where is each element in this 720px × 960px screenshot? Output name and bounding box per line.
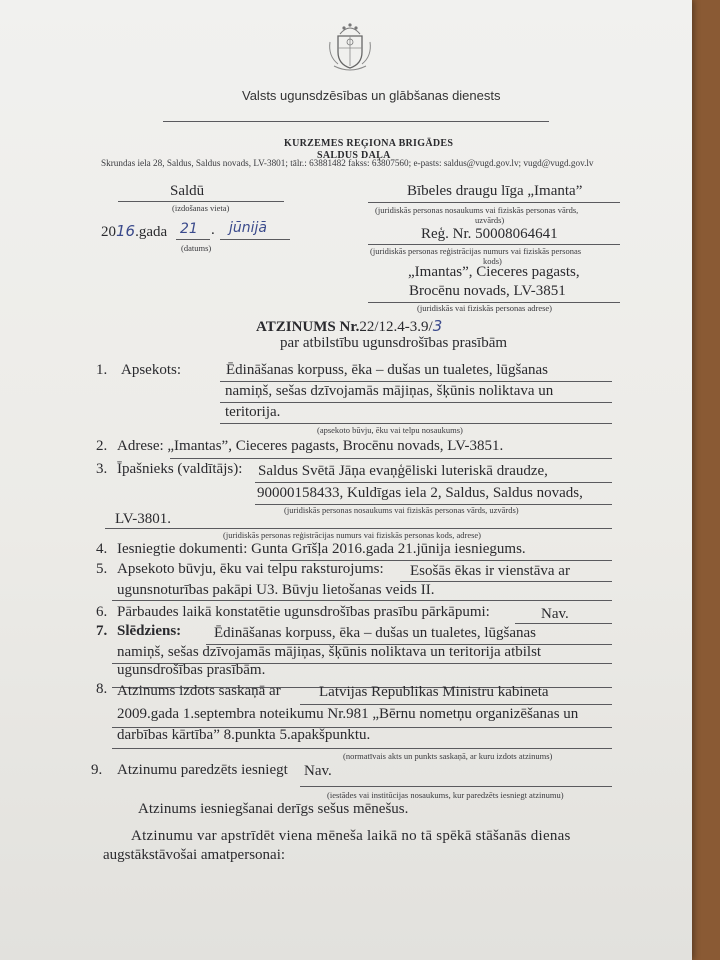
item-3-line-1: Saldus Svētā Jāņa evaņģēliski luteriskā draudze, [258, 463, 548, 479]
appeal-text-1: Atzinumu var apstrīdēt viena mēneša laikā no tā spēkā stāšanās dienas [131, 828, 571, 844]
item-3-caption-1: (juridiskās personas nosaukums vai fiziskās personas vārds, uzvārds) [284, 505, 519, 515]
item-5-number: 5. [96, 561, 108, 577]
item-8-label: Atzinums izdots saskaņā ar [117, 683, 281, 699]
issue-date [101, 222, 167, 241]
issue-place: Saldū [170, 183, 205, 199]
recipient-reg-line [368, 244, 620, 245]
item-3-line-3: LV-3801. [115, 511, 171, 527]
item-7-line-3: ugunsdrošības prasībām. [117, 662, 266, 678]
item-1-rule-3 [220, 423, 612, 424]
coat-of-arms-icon [326, 20, 374, 72]
item-1-rule-2 [220, 402, 612, 403]
month-line [220, 239, 290, 240]
item-1-line-3: teritorija. [225, 404, 281, 420]
item-8-rule-3 [112, 748, 612, 749]
item-4-text: Iesniegtie dokumenti: Gunta Grīšļa 2016.gada 21.jūnija iesniegums. [117, 541, 526, 557]
item-7-line-1: Ēdināšanas korpuss, ēka – dušas un tualetes, lūgšanas [214, 625, 537, 641]
item-6-text: Pārbaudes laikā konstatētie ugunsdrošības prasību pārkāpumi: [117, 604, 490, 620]
recipient-reg: Reģ. Nr. 50008064641 [421, 226, 558, 242]
agency-address: Skrundas iela 28, Saldus, Saldus novads, LV-3801; tālr.: 63881482 fakss: 63807560; e-pasts: saldus@vugd.gov.lv; vugd@vugd.gov.lv [101, 158, 594, 168]
item-1-label: Apsekots: [121, 362, 181, 378]
item-3-rule-3 [105, 528, 612, 529]
recipient-name-caption-2: uzvārds) [475, 215, 505, 225]
item-2-number: 2. [96, 438, 108, 454]
title-number: 22/12.4-3.9/ [359, 319, 433, 335]
item-5-line-2: ugunsnoturības pakāpi U3. Būvju lietošanas veids II. [117, 582, 435, 598]
item-6-rule [515, 623, 612, 624]
item-6-number: 6. [96, 604, 108, 620]
recipient-reg-caption-2: kods) [483, 256, 502, 266]
gada-text: .gada [135, 224, 168, 240]
title-number-handwritten: 3 [432, 317, 443, 335]
recipient-name-caption-1: (juridiskās personas nosaukums vai fiziskās personas vārds, [375, 205, 579, 215]
item-1-line-2: namiņš, sešas dzīvojamās mājiņas, šķūnis noliktava un [225, 383, 554, 399]
item-3-line-2: 90000158433, Kuldīgas iela 2, Saldus, Saldus novads, [257, 485, 583, 501]
item-8-rule-1 [300, 704, 612, 705]
item-1-number: 1. [96, 362, 108, 378]
document-subtitle: par atbilstību ugunsdrošības prasībām [280, 335, 508, 351]
brigade-name: KURZEMES REĢIONA BRIGĀDES [284, 138, 454, 149]
item-8-line-1: Latvijas Republikas Ministru kabineta [319, 684, 549, 700]
item-3-number: 3. [96, 461, 108, 477]
recipient-name: Bībeles draugu līga „Imanta” [407, 183, 583, 199]
day-handwritten: 21 [180, 221, 198, 237]
item-1-caption: (apsekoto būvju, ēku vai telpu nosaukums) [317, 425, 463, 435]
appeal-text-2: augstākstāvošai amatpersonai: [103, 847, 286, 863]
item-9-value: Nav. [304, 763, 332, 779]
agency-name: Valsts ugunsdzēsības un glābšanas dienests [242, 88, 501, 103]
item-1-line-1: Ēdināšanas korpuss, ēka – dušas un tualetes, lūgšanas [226, 362, 549, 378]
item-8-line-3: darbības kārtība” 8.punkta 5.apakšpunktu. [117, 727, 371, 743]
month-handwritten: jūnijā [229, 220, 267, 236]
item-2-text: Adrese: „Imantas”, Cieceres pagasts, Brocēnu novads, LV-3851. [117, 438, 504, 454]
issue-place-caption: (izdošanas vieta) [172, 203, 230, 213]
item-5-label: Apsekoto būvju, ēku vai telpu raksturojums: [117, 561, 384, 577]
date-dot: . [211, 222, 215, 238]
item-8-line-2: 2009.gada 1.septembra noteikumu Nr.981 „Bērnu nometņu organizēšanas un [117, 706, 579, 722]
recipient-address-caption: (juridiskās vai fiziskās personas adrese) [417, 303, 553, 313]
item-4-number: 4. [96, 541, 108, 557]
item-8-number: 8. [96, 681, 108, 697]
recipient-reg-caption-1: (juridiskās personas reģistrācijas numurs vai fiziskās personas [370, 246, 582, 256]
item-8-caption: (normatīvais akts un punkts saskaņā, ar kuru izdots atzinums) [343, 751, 553, 761]
year-prefix: 20 [101, 224, 116, 240]
item-7-line-2: namiņš, sešas dzīvojamās mājiņas, šķūnis noliktava un teritorija atbilst [117, 644, 542, 660]
item-2-rule [170, 458, 612, 459]
item-3-rule-1 [255, 482, 612, 483]
item-5-rule-2 [112, 600, 612, 601]
issue-place-line [118, 201, 284, 202]
day-line [176, 239, 210, 240]
item-9-number: 9. [91, 762, 103, 778]
year-handwritten: 16 [116, 222, 136, 240]
item-3-label: Īpašnieks (valdītājs): [117, 461, 243, 477]
title-prefix: ATZINUMS Nr. [256, 319, 360, 335]
item-9-rule [300, 786, 612, 787]
item-9-caption: (iestādes vai institūcijas nosaukums, kur paredzēts iesniegt atzinumu) [327, 790, 564, 800]
item-7-number: 7. [96, 623, 108, 639]
validity-text: Atzinums iesniegšanai derīgs sešus mēnešus. [138, 801, 409, 817]
item-6-value: Nav. [541, 606, 569, 622]
item-7-label: Slēdziens: [117, 623, 182, 639]
recipient-name-line [368, 202, 620, 203]
recipient-address-2: Brocēnu novads, LV-3851 [409, 283, 566, 299]
document-title [256, 317, 442, 336]
item-3-caption-2: (juridiskās personas reģistrācijas numurs vai fiziskās personas kods, adrese) [223, 530, 482, 540]
header-rule [163, 121, 549, 122]
item-5-line-1: Esošās ēkas ir vienstāva ar [410, 563, 570, 579]
date-caption: (datums) [181, 243, 212, 253]
section-name: SALDUS DAĻA [317, 150, 391, 161]
item-1-rule-1 [220, 381, 612, 382]
item-9-label: Atzinumu paredzēts iesniegt [117, 762, 288, 778]
recipient-address-1: „Imantas”, Cieceres pagasts, [408, 264, 580, 280]
